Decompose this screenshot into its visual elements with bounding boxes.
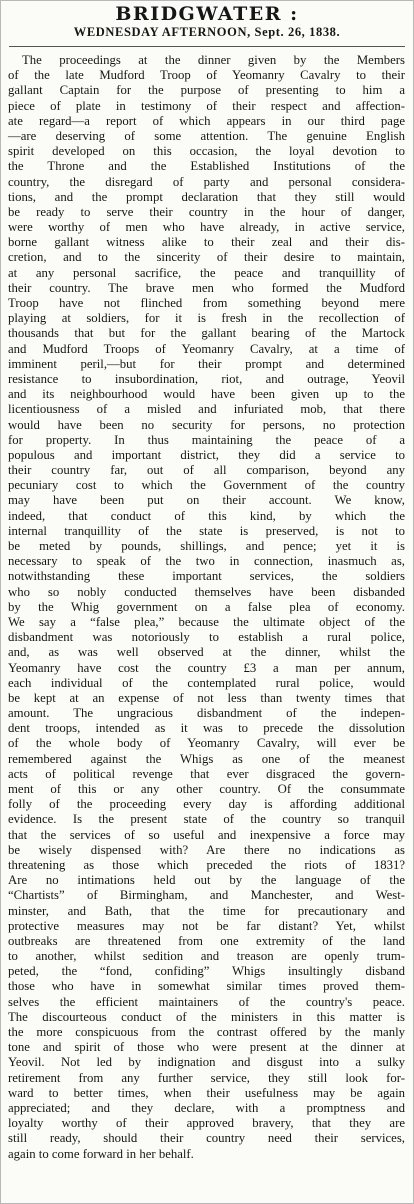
article-line: licentiousness of a misled and infuriated mob, that there xyxy=(8,402,405,417)
article-line: the Throne and the Established Institutions of the xyxy=(8,159,405,174)
article-line: be wisely dispensed with? Are there no indications as xyxy=(8,842,405,857)
article-line: ment of this or any other country. Of the consummate xyxy=(8,782,405,796)
article-line: and, as was well observed at the dinner, whilst the xyxy=(8,645,405,660)
article-line: those who have in somewhat similar times proved them- xyxy=(8,979,405,994)
article-line: that the services of so useful and inexpensive a force may xyxy=(8,827,405,842)
article-line: outbreaks are threatened from one extremity of the land xyxy=(8,933,405,948)
article-line: who so nobly conducted themselves have been disbanded xyxy=(8,584,405,599)
article-line: borne gallant witness alike to their zeal and their dis- xyxy=(8,235,405,250)
article-line: loyalty worthy of their approved bravery, that they are xyxy=(8,1116,405,1131)
article-line: indeed, that conduct of this kind, by which the xyxy=(8,508,405,523)
article-line: imminent peril,—but for their prompt and determined xyxy=(8,356,405,371)
article-line: amount. The ungracious disbandment of the indepen- xyxy=(8,706,405,721)
article-line: “Chartists” of Birmingham, and Manchester, and West- xyxy=(8,888,405,903)
article-line: by the Whig government on a false plea of economy. xyxy=(8,599,405,614)
article-line: Yeovil. Not led by indignation and disgust into a sulky xyxy=(8,1055,405,1070)
article-line: for property. In thus maintaining the peace of a xyxy=(8,432,405,447)
article-line: ward to better times, when their usefulness may be again xyxy=(8,1085,405,1100)
masthead-title: BRIDGWATER : xyxy=(115,3,299,25)
article-line: pecuniary cost to which the Government of the country xyxy=(8,478,405,493)
masthead-divider xyxy=(9,46,405,47)
article-body xyxy=(1,51,413,1162)
article-line: and its neighbourhood would have been given up to the xyxy=(8,387,405,402)
article-line: still ready, should their country need their services, xyxy=(8,1131,405,1146)
article-line: of the whole body of Yeomanry Cavalry, will ever be xyxy=(8,736,405,751)
article-line: tone and spirit of those who were present at the dinner at xyxy=(8,1040,405,1055)
article-line: minster, and Bath, that the time for precautionary and xyxy=(8,903,405,918)
article-line: dent troops, intended as it was to precede the dissolution xyxy=(8,721,405,736)
article-line: Troop have not flinched from something beyond mere xyxy=(8,296,405,310)
article-line: each individual of the contemplated rural police, would xyxy=(8,675,405,690)
article-line: acts of political revenge that ever disgraced the govern- xyxy=(8,766,405,781)
article-line: to another, whilst sedition and treason are openly trum- xyxy=(8,949,405,964)
article-line: Are no intimations held out by the language of the xyxy=(8,873,405,888)
article-line: may have been put on their account. We know, xyxy=(8,493,405,508)
article-line: appreciated; and they declare, with a promptness and xyxy=(8,1100,405,1115)
masthead-dateline: WEDNESDAY AFTERNOON, Sept. 26, 1838. xyxy=(73,25,341,39)
article-line: necessary to speak of the two in connection, inasmuch as, xyxy=(8,554,405,569)
article-line: Yeomanry have cost the country £3 a man per annum, xyxy=(8,660,405,675)
article-line: spirit developed on this occasion, the loyal devotion to xyxy=(8,144,405,159)
article-line: thousands that but for the gallant bearing of the Martock xyxy=(8,326,405,341)
article-line: the more conspicuous from the contrast offered by the manly xyxy=(8,1025,405,1039)
article-line: were worthy of men who have already, in active service, xyxy=(8,220,405,235)
article-line: gallant Captain for the purpose of presenting to him a xyxy=(8,83,405,98)
article-line: and Mudford Troops of Yeomanry Cavalry, at a time of xyxy=(8,341,405,356)
article-line: be meted by pounds, shillings, and pence; yet it is xyxy=(8,539,405,553)
article-line: their country. The brave men who formed the Mudford xyxy=(8,280,405,295)
article-line: —are deserving of some attention. The genuine English xyxy=(8,128,405,143)
article-line: disbandment was notoriously to establish a rural police, xyxy=(8,630,405,645)
article-line: resistance to insubordination, riot, and outrage, Yeovil xyxy=(8,371,405,386)
article-line: be kept at an expense of not less than twenty times that xyxy=(8,690,405,705)
article-line: tions, and the prompt declaration that they still would xyxy=(8,189,405,204)
article-line: retirement from any further service, they still look for- xyxy=(8,1070,405,1085)
article-line: at any personal sacrifice, the peace and tranquillity of xyxy=(8,265,405,280)
article-line: their country far, out of all comparison, beyond any xyxy=(8,463,405,478)
article-line: threatening as those which preceded the riots of 1831? xyxy=(8,857,405,872)
article-line: ate regard—a report of which appears in our third page xyxy=(8,113,405,128)
article-line: country, the disregard of party and personal considera- xyxy=(8,174,405,189)
article-line: populous and important district, they did a service to xyxy=(8,447,405,462)
article-line: The discourteous conduct of the ministers in this matter is xyxy=(8,1009,405,1024)
article-line: be ready to serve their country in the hour of danger, xyxy=(8,204,405,219)
article-line: selves the efficient maintainers of the country's peace. xyxy=(8,994,405,1009)
article-line: internal tranquillity of the state is preserved, is not to xyxy=(8,523,405,538)
article-line: peted, the “fond, confiding” Whigs insultingly disband xyxy=(8,964,405,979)
masthead xyxy=(1,1,413,40)
article-line: of the late Mudford Troop of Yeomanry Cavalry to their xyxy=(8,68,405,83)
article-line: would have been no security for persons, no protection xyxy=(8,417,405,432)
article-line: piece of plate in testimony of their respect and affection- xyxy=(8,98,405,113)
article-line: We say a “false plea,” because the ultimate object of the xyxy=(8,614,405,629)
article-line: again to come forward in her behalf. xyxy=(8,1146,194,1161)
article-line: remembered against the Whigs as one of the meanest xyxy=(8,751,405,766)
article-line: The proceedings at the dinner given by the Members xyxy=(22,53,405,67)
article-line: notwithstanding these important services, the soldiers xyxy=(8,569,405,584)
article-line: evidence. Is the present state of the country so tranquil xyxy=(8,812,405,827)
article-line: cretion, and to the sincerity of their desire to maintain, xyxy=(8,250,405,265)
article-line: folly of the proceeding every day is affording additional xyxy=(8,797,405,812)
article-line: protective measures may not be far distant? Yet, whilst xyxy=(8,918,405,933)
article-line: playing at soldiers, for it is fresh in the recollection of xyxy=(8,311,405,326)
